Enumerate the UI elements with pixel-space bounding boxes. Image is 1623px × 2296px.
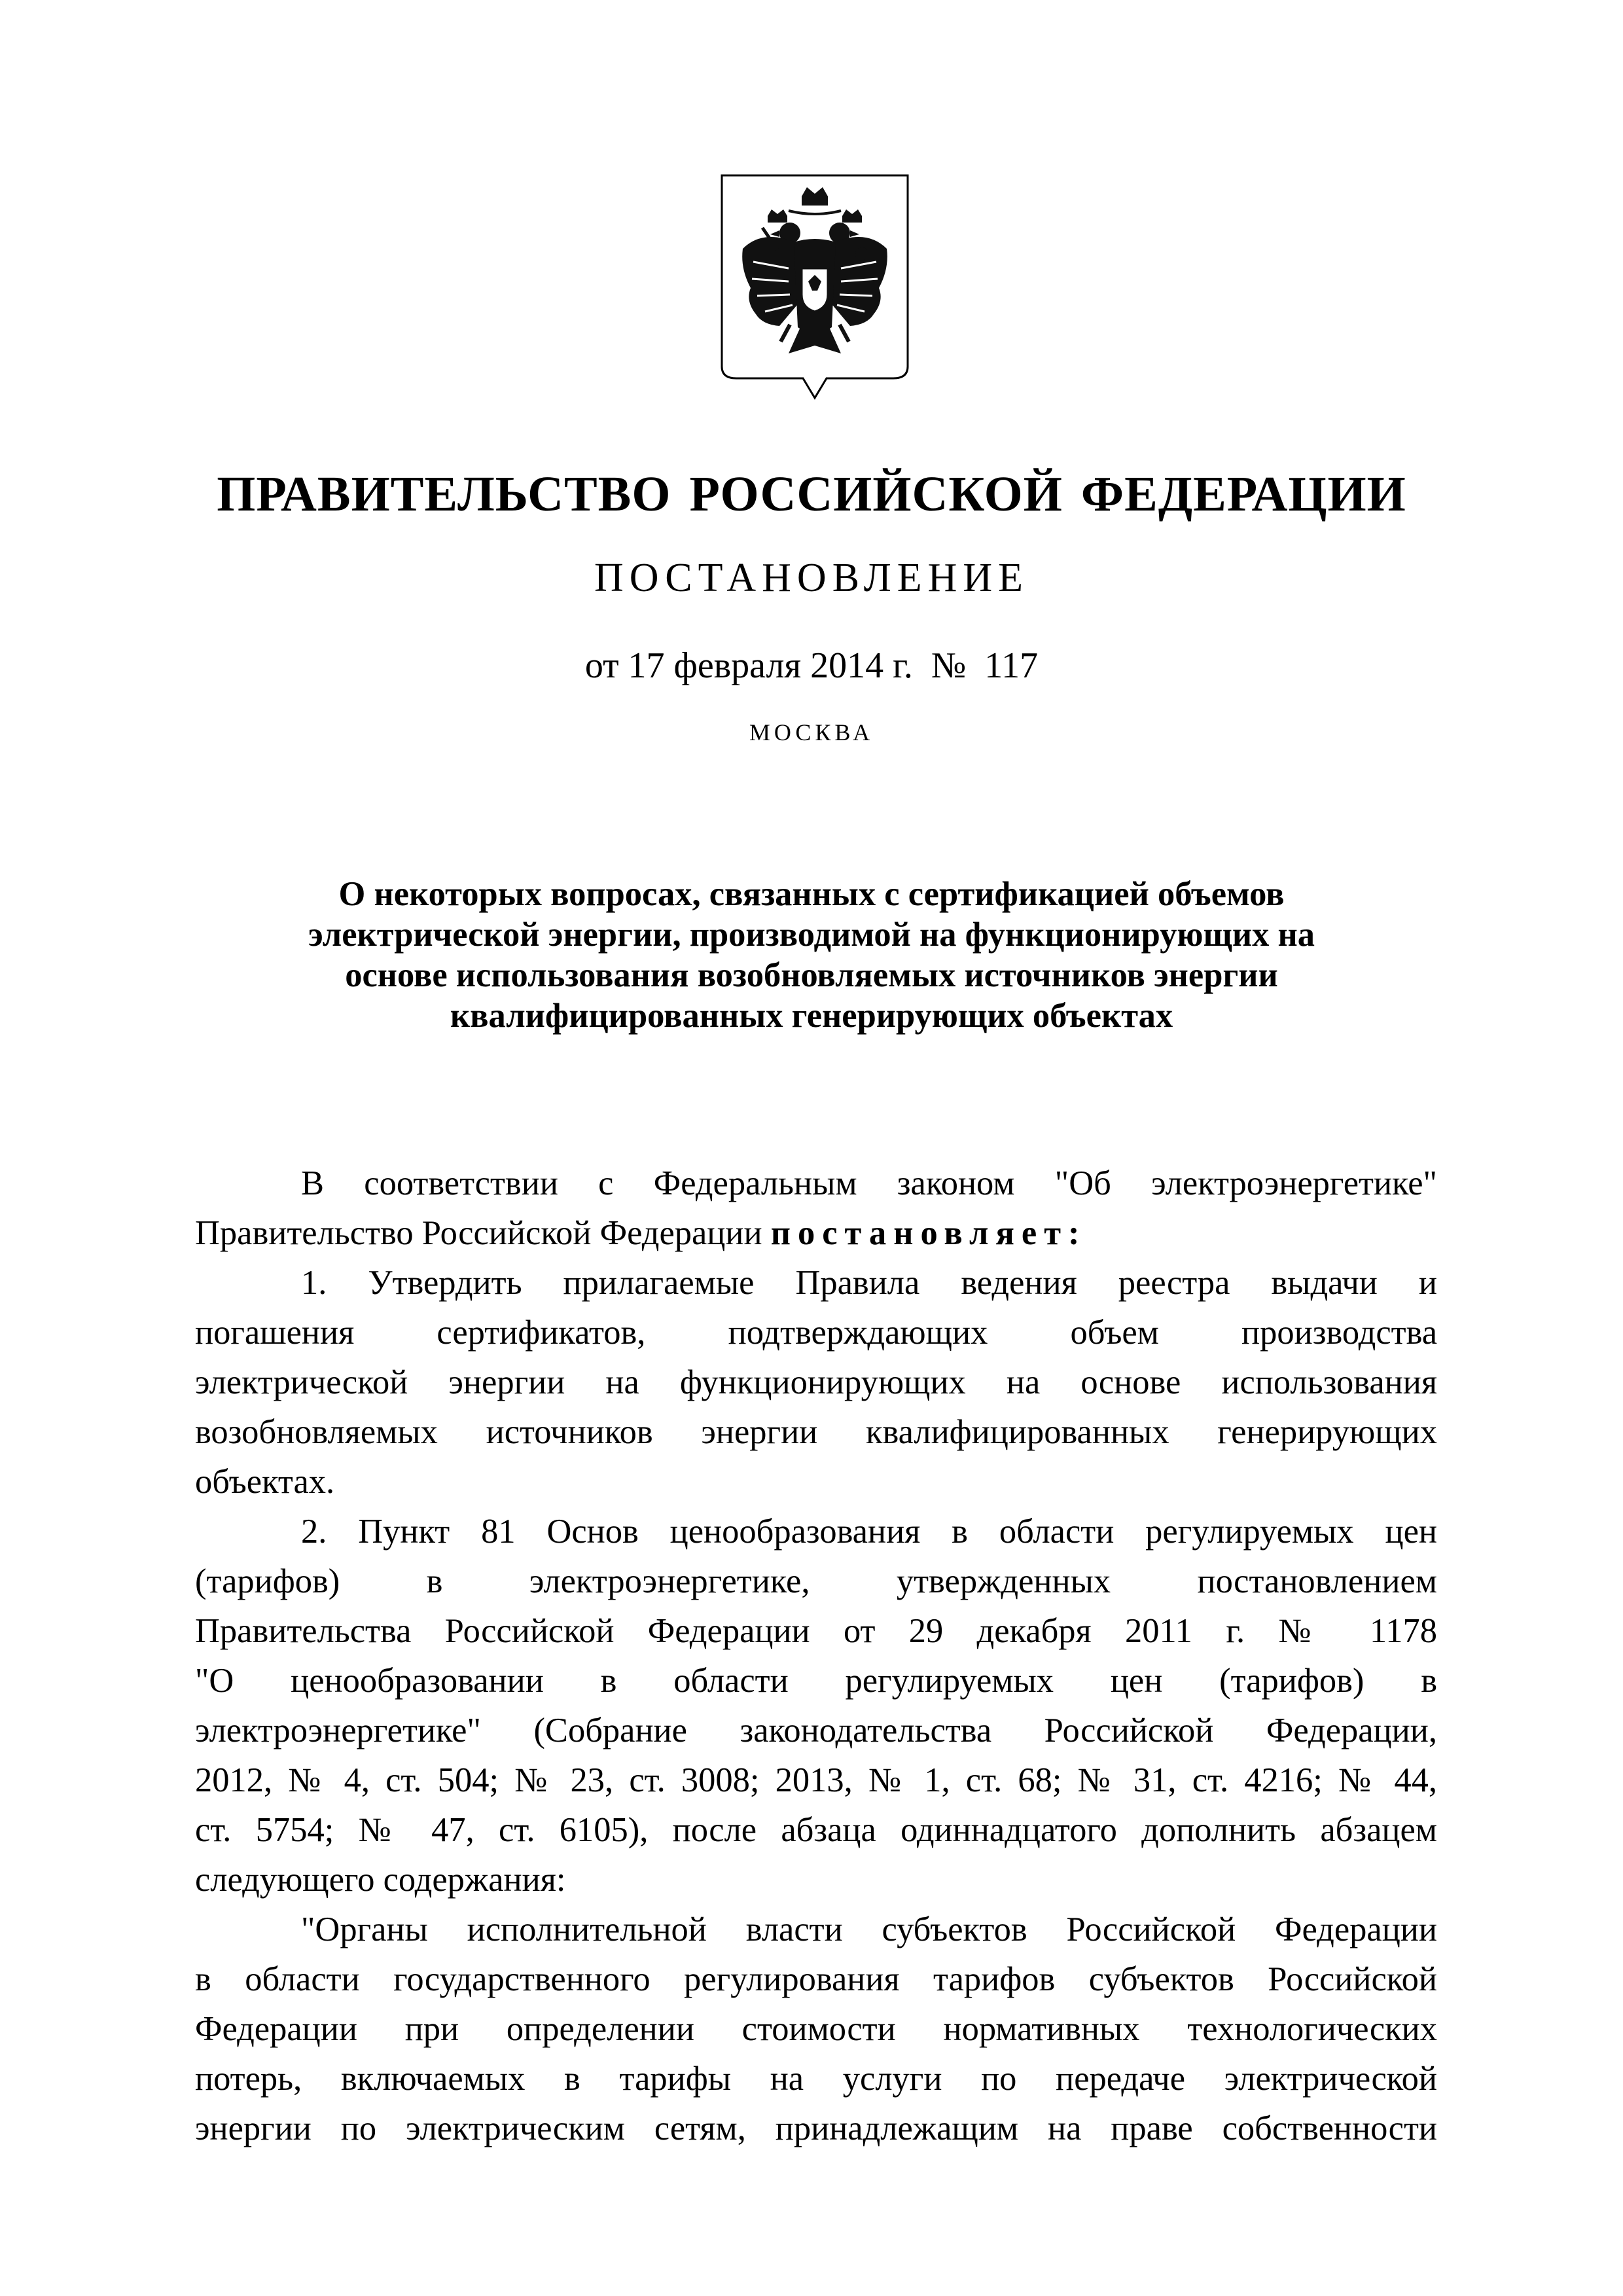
paragraph-1-line: 1. Утвердить прилагаемые Правила ведения реестра выдачи и bbox=[301, 1264, 1437, 1302]
paragraph-1-line: погашения сертификатов, подтверждающих объем производства bbox=[195, 1314, 1437, 1352]
decree-body bbox=[195, 1158, 1437, 2153]
paragraph-2-line: 2. Пункт 81 Основ ценообразования в области регулируемых цен bbox=[301, 1513, 1437, 1551]
org-name-part: ПРАВИТЕЛЬСТВО bbox=[217, 467, 671, 522]
government-name bbox=[0, 466, 1623, 523]
paragraph-1-line: электрической энергии на функционирующих на основе использования bbox=[195, 1363, 1437, 1401]
paragraph-2-line: Правительства Российской Федерации от 29 декабря 2011 г. № 1178 bbox=[195, 1612, 1437, 1650]
paragraph-1-line: возобновляемых источников энергии квалифицированных генерирующих bbox=[195, 1413, 1437, 1451]
paragraph-2-line: "О ценообразовании в области регулируемых цен (тарифов) в bbox=[195, 1662, 1437, 1700]
preamble-keyword: постановляет: bbox=[770, 1214, 1087, 1252]
paragraph-3-line: "Органы исполнительной власти субъектов Российской Федерации bbox=[301, 1910, 1437, 1948]
paragraph-2-line: следующего содержания: bbox=[195, 1861, 566, 1899]
city: МОСКВА bbox=[749, 719, 874, 745]
paragraph-3-line: Федерации при определении стоимости нормативных технологических bbox=[195, 2010, 1437, 2048]
preamble-line: В соответствии с Федеральным законом "Об электроэнергетике" bbox=[301, 1164, 1437, 1202]
org-name-part: ФЕДЕРАЦИИ bbox=[1080, 467, 1406, 522]
document-type: ПОСТАНОВЛЕНИЕ bbox=[594, 556, 1029, 600]
title-line: О некоторых вопросах, связанных с сертификацией объемов bbox=[338, 875, 1285, 913]
preamble-line bbox=[195, 1208, 1437, 1258]
title-line: электрической энергии, производимой на функционирующих на bbox=[308, 916, 1315, 954]
paragraph-3-line: потерь, включаемых в тарифы на услуги по передаче электрической bbox=[195, 2060, 1437, 2098]
date-and-number: от 17 февраля 2014 г. № 117 bbox=[584, 645, 1039, 686]
preamble-text: Правительство Российской Федерации bbox=[195, 1214, 771, 1252]
paragraph-3-line: в области государственного регулирования тарифов субъектов Российской bbox=[195, 1960, 1437, 1998]
paragraph-3-line: энергии по электрическим сетям, принадлежащим на праве собственности bbox=[195, 2109, 1437, 2147]
org-name-part: РОССИЙСКОЙ bbox=[689, 467, 1063, 522]
paragraph-1-line: объектах. bbox=[195, 1463, 335, 1501]
paragraph-2-line: электроэнергетике" (Собрание законодательства Российской Федерации, bbox=[195, 1712, 1437, 1749]
paragraph-2-line: (тарифов) в электроэнергетике, утвержденных постановлением bbox=[195, 1562, 1437, 1600]
decree-title bbox=[183, 874, 1440, 1036]
title-line: основе использования возобновляемых источников энергии bbox=[345, 956, 1278, 994]
paragraph-2-line: ст. 5754; № 47, ст. 6105), после абзаца одиннадцатого дополнить абзацем bbox=[195, 1811, 1437, 1849]
title-line: квалифицированных генерирующих объектах bbox=[450, 997, 1173, 1035]
russian-coat-of-arms-icon bbox=[717, 170, 913, 412]
paragraph-2-line: 2012, № 4, ст. 504; № 23, ст. 3008; 2013, № 1, ст. 68; № 31, ст. 4216; № 44, bbox=[195, 1761, 1437, 1799]
